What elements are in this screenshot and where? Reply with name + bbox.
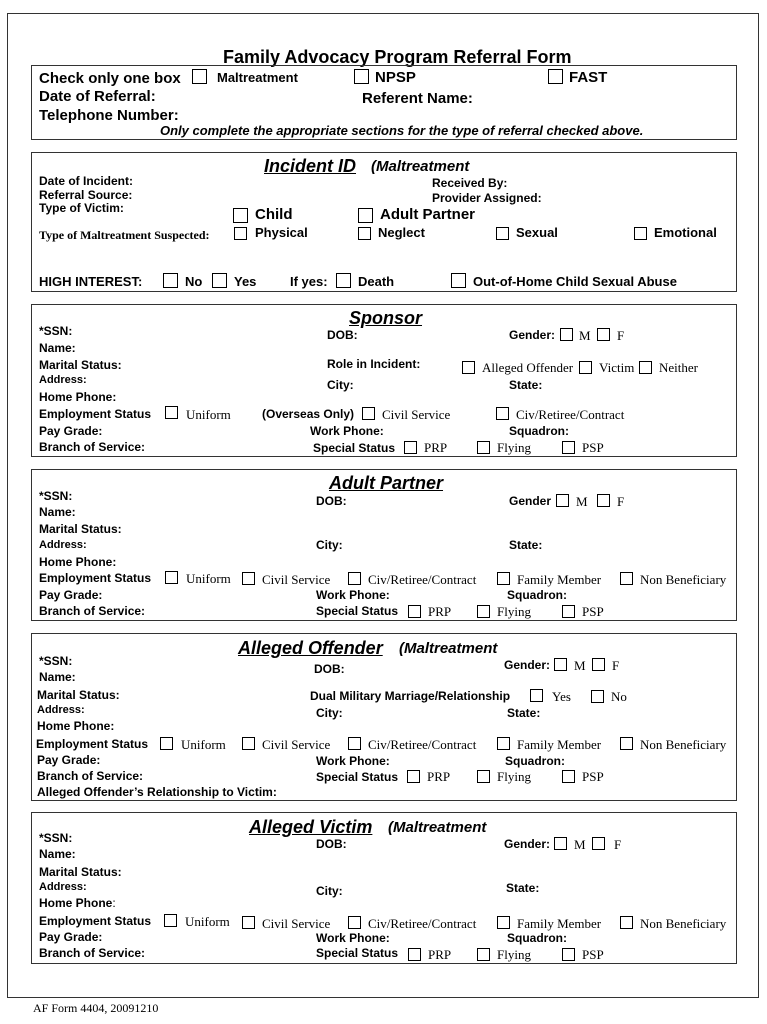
av-special-status-label: Special Status xyxy=(316,946,399,960)
ap-civil-service-checkbox[interactable] xyxy=(242,572,255,585)
ao-dual-yes-checkbox[interactable] xyxy=(530,689,543,702)
av-uniform-checkbox[interactable] xyxy=(164,914,177,927)
adult-partner-checkbox[interactable] xyxy=(358,208,373,223)
instruction-note: Only complete the appropriate sections for the type of referral checked above. xyxy=(160,123,644,138)
sponsor-role-label: Role in Incident: xyxy=(327,357,421,371)
ao-civ-retiree-label: Civ/Retiree/Contract xyxy=(368,737,477,752)
if-yes-label: If yes: xyxy=(290,274,328,289)
referral-source-label: Referral Source: xyxy=(39,188,133,202)
ap-gender-label: Gender xyxy=(509,494,552,508)
ap-city-label: City: xyxy=(316,538,343,552)
av-city-label: City: xyxy=(316,884,343,898)
maltreatment-label: Maltreatment xyxy=(217,70,298,85)
av-uniform-label: Uniform xyxy=(185,914,230,929)
high-interest-no-checkbox[interactable] xyxy=(163,273,178,288)
adult-partner-title: Adult Partner xyxy=(329,473,444,493)
ao-m-checkbox[interactable] xyxy=(554,658,567,671)
sponsor-overseas-label: (Overseas Only) xyxy=(262,407,355,421)
high-interest-yes-label: Yes xyxy=(234,274,257,289)
ap-marital-label: Marital Status: xyxy=(39,522,122,536)
ao-psp-label: PSP xyxy=(582,769,604,784)
av-home-phone-label: Home Phone: xyxy=(39,896,116,910)
av-dob-label: DOB: xyxy=(316,837,347,851)
ap-home-phone-label: Home Phone: xyxy=(39,555,117,569)
av-pay-grade-label: Pay Grade: xyxy=(39,930,103,944)
ao-dual-military-label: Dual Military Marriage/Relationship xyxy=(310,689,511,703)
out-of-home-checkbox[interactable] xyxy=(451,273,466,288)
ap-family-member-checkbox[interactable] xyxy=(497,572,510,585)
sponsor-prp-checkbox[interactable] xyxy=(404,441,417,454)
ap-branch-label: Branch of Service: xyxy=(39,604,146,618)
ao-title: Alleged Offender xyxy=(238,638,383,658)
ao-psp-checkbox[interactable] xyxy=(562,770,575,783)
ao-flying-checkbox[interactable] xyxy=(477,770,490,783)
ap-work-phone-label: Work Phone: xyxy=(316,588,390,602)
sponsor-civil-service-label: Civil Service xyxy=(382,407,451,422)
ao-non-beneficiary-label: Non Beneficiary xyxy=(640,737,727,752)
referent-name-label: Referent Name: xyxy=(362,90,473,107)
ao-f-label: F xyxy=(612,658,620,673)
av-family-member-label: Family Member xyxy=(517,916,602,931)
sponsor-address-label: Address: xyxy=(39,374,87,386)
ao-pay-grade-label: Pay Grade: xyxy=(37,753,101,767)
sponsor-flying-checkbox[interactable] xyxy=(477,441,490,454)
av-prp-label: PRP xyxy=(428,947,452,962)
ap-civil-service-label: Civil Service xyxy=(262,572,331,587)
sponsor-m-checkbox[interactable] xyxy=(560,328,573,341)
av-flying-label: Flying xyxy=(497,947,531,962)
sponsor-f-label: F xyxy=(617,328,625,343)
sponsor-m-label: M xyxy=(579,328,591,343)
sponsor-special-status-label: Special Status xyxy=(313,441,396,455)
ao-subtitle: (Maltreatment xyxy=(399,640,498,657)
ao-state-label: State: xyxy=(507,706,541,720)
av-branch-label: Branch of Service: xyxy=(39,946,146,960)
sponsor-alleged-offender-checkbox[interactable] xyxy=(462,361,475,374)
maltreatment-checkbox[interactable] xyxy=(192,69,207,84)
ap-employment-label: Employment Status xyxy=(39,571,152,585)
sponsor-city-label: City: xyxy=(327,378,354,392)
av-address-label: Address: xyxy=(39,881,87,893)
av-f-label: F xyxy=(614,837,622,852)
ao-gender-label: Gender: xyxy=(504,658,551,672)
ap-family-member-label: Family Member xyxy=(517,572,602,587)
ao-relationship-label: Alleged Offender’s Relationship to Victim: xyxy=(37,785,277,799)
av-work-phone-label: Work Phone: xyxy=(316,931,390,945)
sponsor-name-label: Name: xyxy=(39,341,76,355)
physical-label: Physical xyxy=(255,225,308,240)
sponsor-prp-label: PRP xyxy=(424,440,448,455)
high-interest-yes-checkbox[interactable] xyxy=(212,273,227,288)
sponsor-home-phone-label: Home Phone: xyxy=(39,390,117,404)
ap-psp-checkbox[interactable] xyxy=(562,605,575,618)
ao-special-status-label: Special Status xyxy=(316,770,399,784)
high-interest-label: HIGH INTEREST: xyxy=(39,274,143,289)
received-by-label: Received By: xyxy=(432,176,508,190)
ao-civil-service-checkbox[interactable] xyxy=(242,737,255,750)
ao-family-member-label: Family Member xyxy=(517,737,602,752)
sponsor-civ-retiree-label: Civ/Retiree/Contract xyxy=(516,407,625,422)
ao-work-phone-label: Work Phone: xyxy=(316,754,390,768)
ap-f-checkbox[interactable] xyxy=(597,494,610,507)
ao-dob-label: DOB: xyxy=(314,662,345,676)
av-employment-label: Employment Status xyxy=(39,914,152,928)
ao-family-member-checkbox[interactable] xyxy=(497,737,510,750)
sponsor-alleged-offender-label: Alleged Offender xyxy=(482,360,574,375)
av-psp-label: PSP xyxy=(582,947,604,962)
ap-psp-label: PSP xyxy=(582,604,604,619)
physical-checkbox[interactable] xyxy=(234,227,247,240)
sponsor-title: Sponsor xyxy=(349,308,423,328)
ap-special-status-label: Special Status xyxy=(316,604,399,618)
ao-squadron-label: Squadron: xyxy=(505,754,565,768)
ao-dual-yes-label: Yes xyxy=(552,689,571,704)
sponsor-civ-retiree-checkbox[interactable] xyxy=(496,407,509,420)
ap-ssn-label: *SSN: xyxy=(39,489,73,503)
sponsor-uniform-label: Uniform xyxy=(186,407,231,422)
av-marital-label: Marital Status: xyxy=(39,865,122,879)
ao-dual-no-label: No xyxy=(611,689,627,704)
sponsor-neither-label: Neither xyxy=(659,360,698,375)
ao-m-label: M xyxy=(574,658,586,673)
sponsor-f-checkbox[interactable] xyxy=(597,328,610,341)
av-m-label: M xyxy=(574,837,586,852)
av-title: Alleged Victim xyxy=(249,817,373,837)
neglect-label: Neglect xyxy=(378,225,425,240)
ap-non-beneficiary-checkbox[interactable] xyxy=(620,572,633,585)
av-non-beneficiary-checkbox[interactable] xyxy=(620,916,633,929)
ao-address-label: Address: xyxy=(37,704,85,716)
ap-address-label: Address: xyxy=(39,539,87,551)
ao-employment-label: Employment Status xyxy=(36,737,149,751)
sponsor-dob-label: DOB: xyxy=(327,328,358,342)
ap-flying-checkbox[interactable] xyxy=(477,605,490,618)
death-checkbox[interactable] xyxy=(336,273,351,288)
av-subtitle: (Maltreatment xyxy=(388,819,487,836)
av-ssn-label: *SSN: xyxy=(39,831,73,845)
sponsor-gender-label: Gender: xyxy=(509,328,556,342)
ap-state-label: State: xyxy=(509,538,543,552)
sponsor-psp-checkbox[interactable] xyxy=(562,441,575,454)
ap-m-checkbox[interactable] xyxy=(556,494,569,507)
ap-flying-label: Flying xyxy=(497,604,531,619)
ao-uniform-label: Uniform xyxy=(181,737,226,752)
av-civ-retiree-checkbox[interactable] xyxy=(348,916,361,929)
type-suspected-label: Type of Maltreatment Suspected: xyxy=(39,228,210,242)
sponsor-victim-label: Victim xyxy=(599,360,635,375)
provider-assigned-label: Provider Assigned: xyxy=(432,191,542,205)
form-footer: AF Form 4404, 20091210 xyxy=(33,1001,159,1015)
type-of-victim-label: Type of Victim: xyxy=(39,201,124,215)
av-gender-label: Gender: xyxy=(504,837,551,851)
ap-squadron-label: Squadron: xyxy=(507,588,567,602)
sexual-checkbox[interactable] xyxy=(496,227,509,240)
ap-prp-checkbox[interactable] xyxy=(408,605,421,618)
adult-partner-label: Adult Partner xyxy=(380,206,476,223)
emotional-checkbox[interactable] xyxy=(634,227,647,240)
av-civil-service-label: Civil Service xyxy=(262,916,331,931)
sponsor-employment-label: Employment Status xyxy=(39,407,152,421)
sponsor-flying-label: Flying xyxy=(497,440,531,455)
date-of-referral-label: Date of Referral: xyxy=(39,88,156,105)
sponsor-state-label: State: xyxy=(509,378,543,392)
date-of-incident-label: Date of Incident: xyxy=(39,174,134,188)
sponsor-ssn-label: *SSN: xyxy=(39,324,73,338)
npsp-label: NPSP xyxy=(375,69,416,86)
av-state-label: State: xyxy=(506,881,540,895)
ap-f-label: F xyxy=(617,494,625,509)
ao-branch-label: Branch of Service: xyxy=(37,769,144,783)
ao-uniform-checkbox[interactable] xyxy=(160,737,173,750)
ao-home-phone-label: Home Phone: xyxy=(37,719,115,733)
incident-title: Incident ID xyxy=(264,156,357,176)
emotional-label: Emotional xyxy=(654,225,717,240)
ap-civ-retiree-label: Civ/Retiree/Contract xyxy=(368,572,477,587)
ao-name-label: Name: xyxy=(39,670,76,684)
child-label: Child xyxy=(255,206,293,223)
ao-flying-label: Flying xyxy=(497,769,531,784)
death-label: Death xyxy=(358,274,395,289)
sponsor-victim-checkbox[interactable] xyxy=(579,361,592,374)
ao-prp-label: PRP xyxy=(427,769,451,784)
ao-marital-label: Marital Status: xyxy=(37,688,120,702)
sponsor-psp-label: PSP xyxy=(582,440,604,455)
ao-city-label: City: xyxy=(316,706,343,720)
incident-subtitle: (Maltreatment xyxy=(371,158,470,175)
fast-checkbox[interactable] xyxy=(548,69,563,84)
ap-m-label: M xyxy=(576,494,588,509)
ap-prp-label: PRP xyxy=(428,604,452,619)
ap-uniform-label: Uniform xyxy=(186,571,231,586)
sponsor-marital-label: Marital Status: xyxy=(39,358,122,372)
ap-uniform-checkbox[interactable] xyxy=(165,571,178,584)
child-checkbox[interactable] xyxy=(233,208,248,223)
sponsor-squadron-label: Squadron: xyxy=(509,424,569,438)
av-psp-checkbox[interactable] xyxy=(562,948,575,961)
npsp-checkbox[interactable] xyxy=(354,69,369,84)
sponsor-pay-grade-label: Pay Grade: xyxy=(39,424,103,438)
av-f-checkbox[interactable] xyxy=(592,837,605,850)
ao-f-checkbox[interactable] xyxy=(592,658,605,671)
sponsor-neither-checkbox[interactable] xyxy=(639,361,652,374)
ao-ssn-label: *SSN: xyxy=(39,654,73,668)
high-interest-no-label: No xyxy=(185,274,203,289)
ap-dob-label: DOB: xyxy=(316,494,347,508)
sponsor-civil-service-checkbox[interactable] xyxy=(362,407,375,420)
ao-non-beneficiary-checkbox[interactable] xyxy=(620,737,633,750)
form-title: Family Advocacy Program Referral Form xyxy=(223,47,572,67)
check-only-one-label: Check only one box xyxy=(39,70,181,87)
neglect-checkbox[interactable] xyxy=(358,227,371,240)
out-of-home-label: Out-of-Home Child Sexual Abuse xyxy=(473,274,677,289)
sponsor-uniform-checkbox[interactable] xyxy=(165,406,178,419)
av-family-member-checkbox[interactable] xyxy=(497,916,510,929)
av-civil-service-checkbox[interactable] xyxy=(242,916,255,929)
ap-name-label: Name: xyxy=(39,505,76,519)
telephone-number-label: Telephone Number: xyxy=(39,107,179,124)
av-m-checkbox[interactable] xyxy=(554,837,567,850)
sponsor-branch-label: Branch of Service: xyxy=(39,440,146,454)
av-prp-checkbox[interactable] xyxy=(408,948,421,961)
av-name-label: Name: xyxy=(39,847,76,861)
ao-civ-retiree-checkbox[interactable] xyxy=(348,737,361,750)
sponsor-work-phone-label: Work Phone: xyxy=(310,424,384,438)
ap-pay-grade-label: Pay Grade: xyxy=(39,588,103,602)
ao-dual-no-checkbox[interactable] xyxy=(591,690,604,703)
av-non-beneficiary-label: Non Beneficiary xyxy=(640,916,727,931)
av-civ-retiree-label: Civ/Retiree/Contract xyxy=(368,916,477,931)
fast-label: FAST xyxy=(569,69,608,86)
ap-non-beneficiary-label: Non Beneficiary xyxy=(640,572,727,587)
ao-prp-checkbox[interactable] xyxy=(407,770,420,783)
av-flying-checkbox[interactable] xyxy=(477,948,490,961)
ao-civil-service-label: Civil Service xyxy=(262,737,331,752)
sexual-label: Sexual xyxy=(516,225,558,240)
ap-civ-retiree-checkbox[interactable] xyxy=(348,572,361,585)
av-squadron-label: Squadron: xyxy=(507,931,567,945)
